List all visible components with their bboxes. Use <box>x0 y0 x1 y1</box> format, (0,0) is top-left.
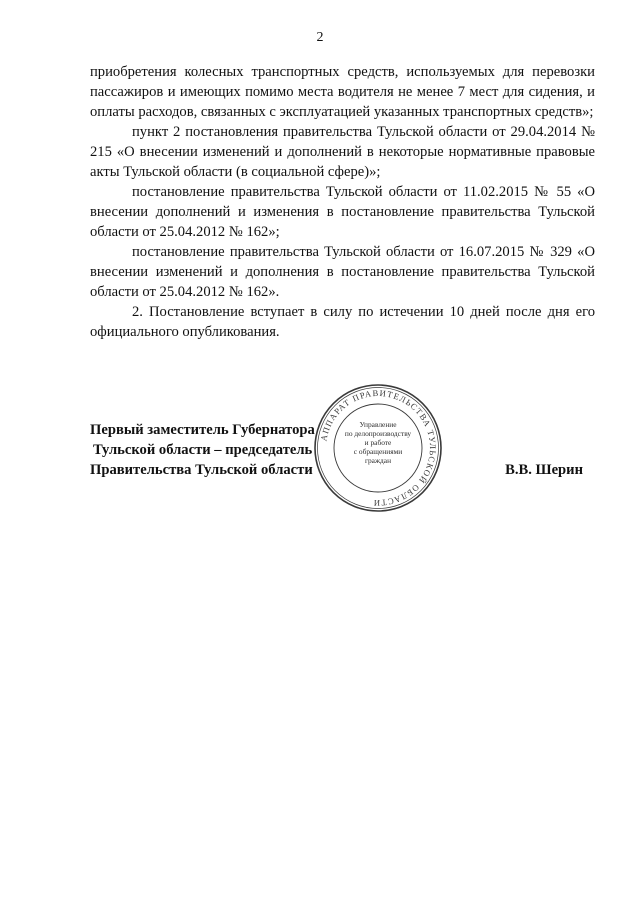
official-seal-stamp <box>312 382 444 514</box>
paragraph-4: постановление правительства Тульской области от 16.07.2015 № 329 «О внесении изменений и дополнения в постановление правительства Тульской области от 25.04.2012 № 162». <box>90 244 595 300</box>
signer-title-line-2: Тульской области – председатель <box>93 442 313 458</box>
seal-center-line: Управление <box>359 420 397 429</box>
seal-center-line: по делопроизводству <box>344 429 412 438</box>
signer-title-line-3: Правительства Тульской области <box>90 462 313 478</box>
seal-center-line: граждан <box>364 456 392 465</box>
signer-title-line-1: Первый заместитель Губернатора <box>90 422 315 438</box>
page-number: 2 <box>316 30 324 45</box>
paragraph-2: пункт 2 постановления правительства Тульской области от 29.04.2014 № 215 «О внесении изменений и дополнений в некоторые нормативные правовые акты Тульской области (в социальной сфере)»; <box>90 124 595 180</box>
seal-ring-text: АППАРАТ ПРАВИТЕЛЬСТВА ТУЛЬСКОЙ ОБЛАСТИ <box>318 387 439 509</box>
seal-center-line: и работе <box>364 438 392 447</box>
paragraph-5: 2. Постановление вступает в силу по истечении 10 дней после дня его официального опубликования. <box>90 304 595 340</box>
document-body <box>90 62 595 342</box>
paragraph-1: приобретения колесных транспортных средств, используемых для перевозки пассажиров и имеющих помимо места водителя не менее 7 мест для сидения, и оплаты расходов, связанных с эксплуатацией указанных транспортных средств»; <box>90 64 595 120</box>
signer-name: В.В. Шерин <box>505 462 583 478</box>
seal-center-text <box>340 420 416 465</box>
paragraph-3: постановление правительства Тульской области от 11.02.2015 № 55 «О внесении дополнений и изменения в постановление правительства Тульской области от 25.04.2012 № 162»; <box>90 184 595 240</box>
seal-center-line: с обращениями <box>353 447 403 456</box>
